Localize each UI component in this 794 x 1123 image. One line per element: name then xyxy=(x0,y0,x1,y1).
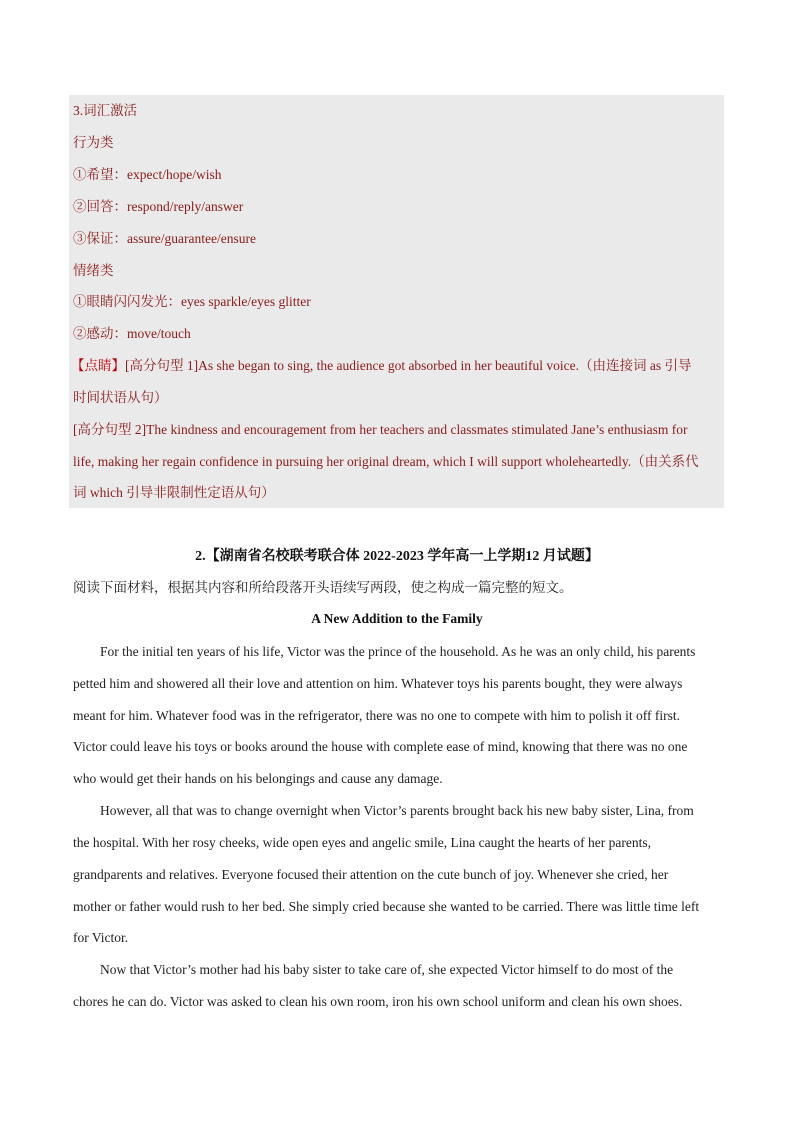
essay-line: chores he can do. Victor was asked to clean his own room, iron his own school uniform and clean his own shoes. xyxy=(73,994,683,1009)
vocab-heading: 3.词汇激活 xyxy=(73,103,138,118)
essay-line: Victor could leave his toys or books around the house with complete ease of mind, knowing that there was no one xyxy=(73,739,688,754)
essay-line: who would get their hands on his belongings and cause any damage. xyxy=(73,771,443,786)
pattern2-line2: life, making her regain confidence in pursuing her original dream, which I will support wholeheartedly.（由关系代 xyxy=(73,454,699,469)
pattern2-line1: [高分句型 2]The kindness and encouragement from her teachers and classmates stimulated Jane’s enthusiasm for xyxy=(73,422,688,437)
emotion-item-1: ①眼睛闪闪发光：eyes sparkle/eyes glitter xyxy=(73,294,311,309)
essay-line: mother or father would rush to her bed. She simply cried because she wanted to be carried. There was little time left xyxy=(73,899,700,914)
action-item-2: ②回答：respond/reply/answer xyxy=(73,199,244,214)
essay-line: grandparents and relatives. Everyone focused their attention on the cute bunch of joy. Whenever she cried, her xyxy=(73,867,669,882)
essay-line: for Victor. xyxy=(73,930,129,945)
category-emotions: 情绪类 xyxy=(73,263,114,278)
section-title: 2.【湖南省名校联考联合体 2022-2023 学年高一上学期12 月试题】 xyxy=(195,549,599,564)
pattern1-line2: 时间状语从句） xyxy=(73,390,168,405)
essay-title: A New Addition to the Family xyxy=(311,611,483,626)
pattern1-text: [高分句型 1]As she began to sing, the audience got absorbed in her beautiful voice.（由连接词 as 引导 xyxy=(125,358,692,373)
emotion-item-2: ②感动：move/touch xyxy=(73,326,191,341)
essay-line: petted him and showered all their love and attention on him. Whatever toys his parents bought, they were always xyxy=(73,676,683,691)
pattern2-line3: 词 which 引导非限制性定语从句） xyxy=(73,485,275,500)
essay-line: However, all that was to change overnight when Victor’s parents brought back his new baby sister, Lina, from xyxy=(100,803,694,818)
instruction-text: 阅读下面材料，根据其内容和所给段落开头语续写两段，使之构成一篇完整的短文。 xyxy=(73,580,573,595)
highlight-tag: 【点睛】 xyxy=(71,358,125,373)
pattern1-line1 xyxy=(71,357,719,375)
essay-line: meant for him. Whatever food was in the refrigerator, there was no one to compete with him to polish it off first. xyxy=(73,708,681,723)
essay-line: For the initial ten years of his life, Victor was the prince of the household. As he was an only child, his parents xyxy=(100,644,696,659)
action-item-1: ①希望：expect/hope/wish xyxy=(73,167,222,182)
category-actions: 行为类 xyxy=(73,135,114,150)
essay-line: Now that Victor’s mother had his baby sister to take care of, she expected Victor himself to do most of the xyxy=(100,962,674,977)
essay-line: the hospital. With her rosy cheeks, wide open eyes and angelic smile, Lina caught the hearts of her parents, xyxy=(73,835,652,850)
action-item-3: ③保证：assure/guarantee/ensure xyxy=(73,231,256,246)
